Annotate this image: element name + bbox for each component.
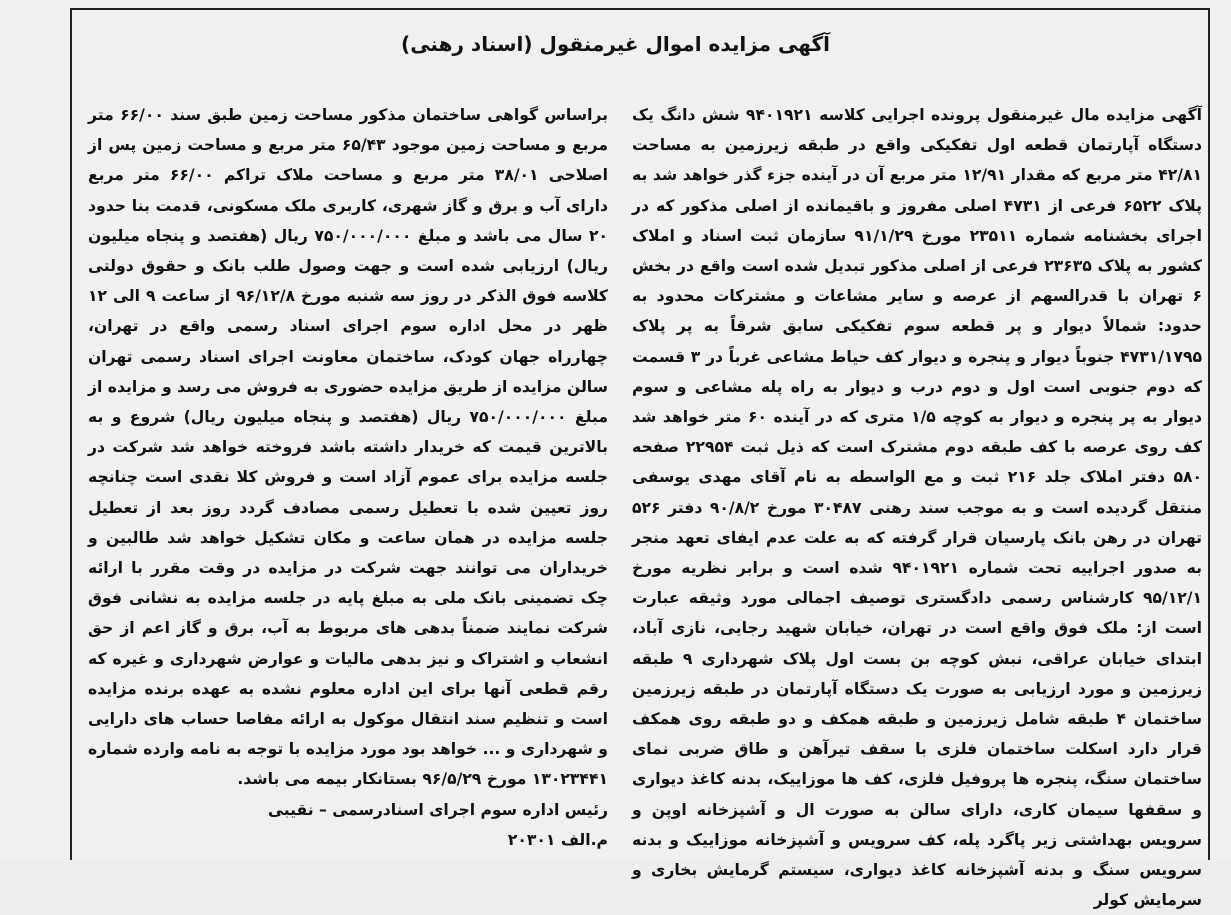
notice-body-left: براساس گواهی ساختمان مذکور مساحت زمین طبق سند ۶۶/۰۰ متر مربع و مساحت زمین موجود ۶۵/۴۳ متر مربع و مساحت زمین پس از اصلاحی ۳۸/۰۱ متر مربع و مساحت ملاک تراکم ۶۶/۰۰ متر مربع دارای آب و برق و گاز شهری، کاربری ملک مسکونی، قدمت بنا حدود ۲۰ سال می باشد و مبلغ ۷۵۰/۰۰۰/۰۰۰ ریال (هفتصد و پنجاه میلیون ریال) ارزیابی شده است و جهت وصول طلب بانک و حقوق دولتی کلاسه فوق الذکر در روز سه شنبه مورخ ۹۶/۱۲/۸ از ساعت ۹ الی ۱۲ ظهر در محل اداره سوم اجرای اسناد رسمی واقع در تهران، چهارراه جهان کودک، ساختمان معاونت اجرای اسناد رسمی تهران سالن مزایده از طریق مزایده حضوری به فروش می رسد و مزایده از مبلغ ۷۵۰/۰۰۰/۰۰۰ ریال (هفتصد و پنجاه میلیون ریال) شروع و به بالاترین قیمت که خریدار داشته باشد فروخته خواهد شد شرکت در جلسه مزایده برای عموم آزاد است و فروش کلا نقدی است چنانچه روز تعیین شده با تعطیل رسمی مصادف گردد روز بعد از تعطیل جلسه مزایده در همان ساعت و مکان تشکیل خواهد شد طالبین و خریداران می توانند جهت شرکت در مزایده در وقت مقرر با ارائه چک تضمینی بانک ملی به مبلغ پایه در جلسه مزایده به نشانی فوق شرکت نمایند ضمناً بدهی های مربوط به آب، برق و گاز اعم از حق انشعاب و اشتراک و نیز بدهی مالیات و عوارض شهرداری و غیره که رقم قطعی آنها برای این اداره معلوم نشده به عهده برنده مزایده است و تنظیم سند انتقال موکول به ارائه مفاصا حساب های دارایی و شهرداری و ... خواهد بود مورد مزایده با توجه به نامه وارده شماره ۱۳۰۲۳۴۴۱ مورخ ۹۶/۵/۲۹ بستانکار بیمه می باشد.: [88, 106, 609, 789]
notice-code: م.الف ۲۰۳۰۱: [507, 830, 608, 849]
notice-title: آگهی مزایده اموال غیرمنقول (اسناد رهنی): [401, 32, 830, 56]
notice-signature: رئیس اداره سوم اجرای اسنادرسمی – نقیبی: [268, 800, 608, 819]
notice-left-column: [88, 100, 608, 855]
notice-body-right: آگهی مزایده مال غیرمنقول پرونده اجرایی کلاسه ۹۴۰۱۹۲۱ شش دانگ یک دستگاه آپارتمان قطعه اول تفکیکی واقع در طبقه زیرزمین به مساحت ۴۲/۸۱ متر مربع که مقدار ۱۲/۹۱ متر مربع آن در آینده جزء گذر خواهد شد به پلاک ۶۵۲۲ فرعی از ۴۷۳۱ اصلی مفروز و باقیمانده از اصلی مذکور که در اجرای بخشنامه شماره ۲۳۵۱۱ مورخ ۹۱/۱/۲۹ سازمان ثبت اسناد و املاک کشور به پلاک ۲۳۶۳۵ فرعی از اصلی مذکور تبدیل شده است واقع در بخش ۶ تهران با قدرالسهم از عرصه و سایر مشاعات و مشترکات محدود به حدود: شمالاً دیوار و پر قطعه سوم تفکیکی سابق شرقاً به پر پلاک ۴۷۳۱/۱۷۹۵ جنوباً دیوار و پنجره و دیوار کف حیاط مشاعی غرباً در ۳ قسمت که دوم جنوبی است اول و دوم درب و دیوار به راه پله مشاعی و سوم دیوار به پر پنجره و دیوار به کوچه ۱/۵ متری که در آینده ۶۰ متر خواهد شد کف روی عرصه با کف طبقه دوم مشترک است که ذیل ثبت ۲۲۹۵۴ صفحه ۵۸۰ دفتر املاک جلد ۲۱۶ ثبت و مع الواسطه به نام آقای مهدی یوسفی منتقل گردیده است و به موجب سند رهنی ۳۰۴۸۷ مورخ ۹۰/۸/۲ دفتر ۵۲۶ تهران در رهن بانک پارسیان قرار گرفته که به علت عدم ایفای تعهد منجر به صدور اجراییه تحت شماره ۹۴۰۱۹۲۱ شده است و برابر نظریه مورخ ۹۵/۱۲/۱ کارشناس رسمی دادگستری توصیف اجمالی مورد وثیقه عبارت است از: ملک فوق واقع است در تهران، خیابان شهید رجایی، نازی آباد، ابتدای خیابان عراقی، نبش کوچه بن بست اول پلاک شهرداری ۹ طبقه زیرزمین و مورد ارزیابی به صورت یک دستگاه آپارتمان در طبقه زیرزمین ساختمان ۴ طبقه شامل زیرزمین و طبقه همکف و دو طبقه روی همکف قرار دارد اسکلت ساختمان فلزی با سقف تیرآهن و طاق ضربی نمای ساختمان سنگ، پنجره ها پروفیل فلزی، کف ها موزاییک، بدنه کاغذ دیواری و سقفها سیمان کاری، دارای سالن به صورت ال و آشپزخانه اوپن و سرویس بهداشتی زیر پاگرد پله، کف سرویس و آشپزخانه موزاییک و بدنه سرویس سنگ و بدنه آشپزخانه کاغذ دیواری، سیستم گرمایش بخاری و سرمایش کولر: [632, 106, 1203, 910]
notice-right-column: [632, 100, 1202, 915]
